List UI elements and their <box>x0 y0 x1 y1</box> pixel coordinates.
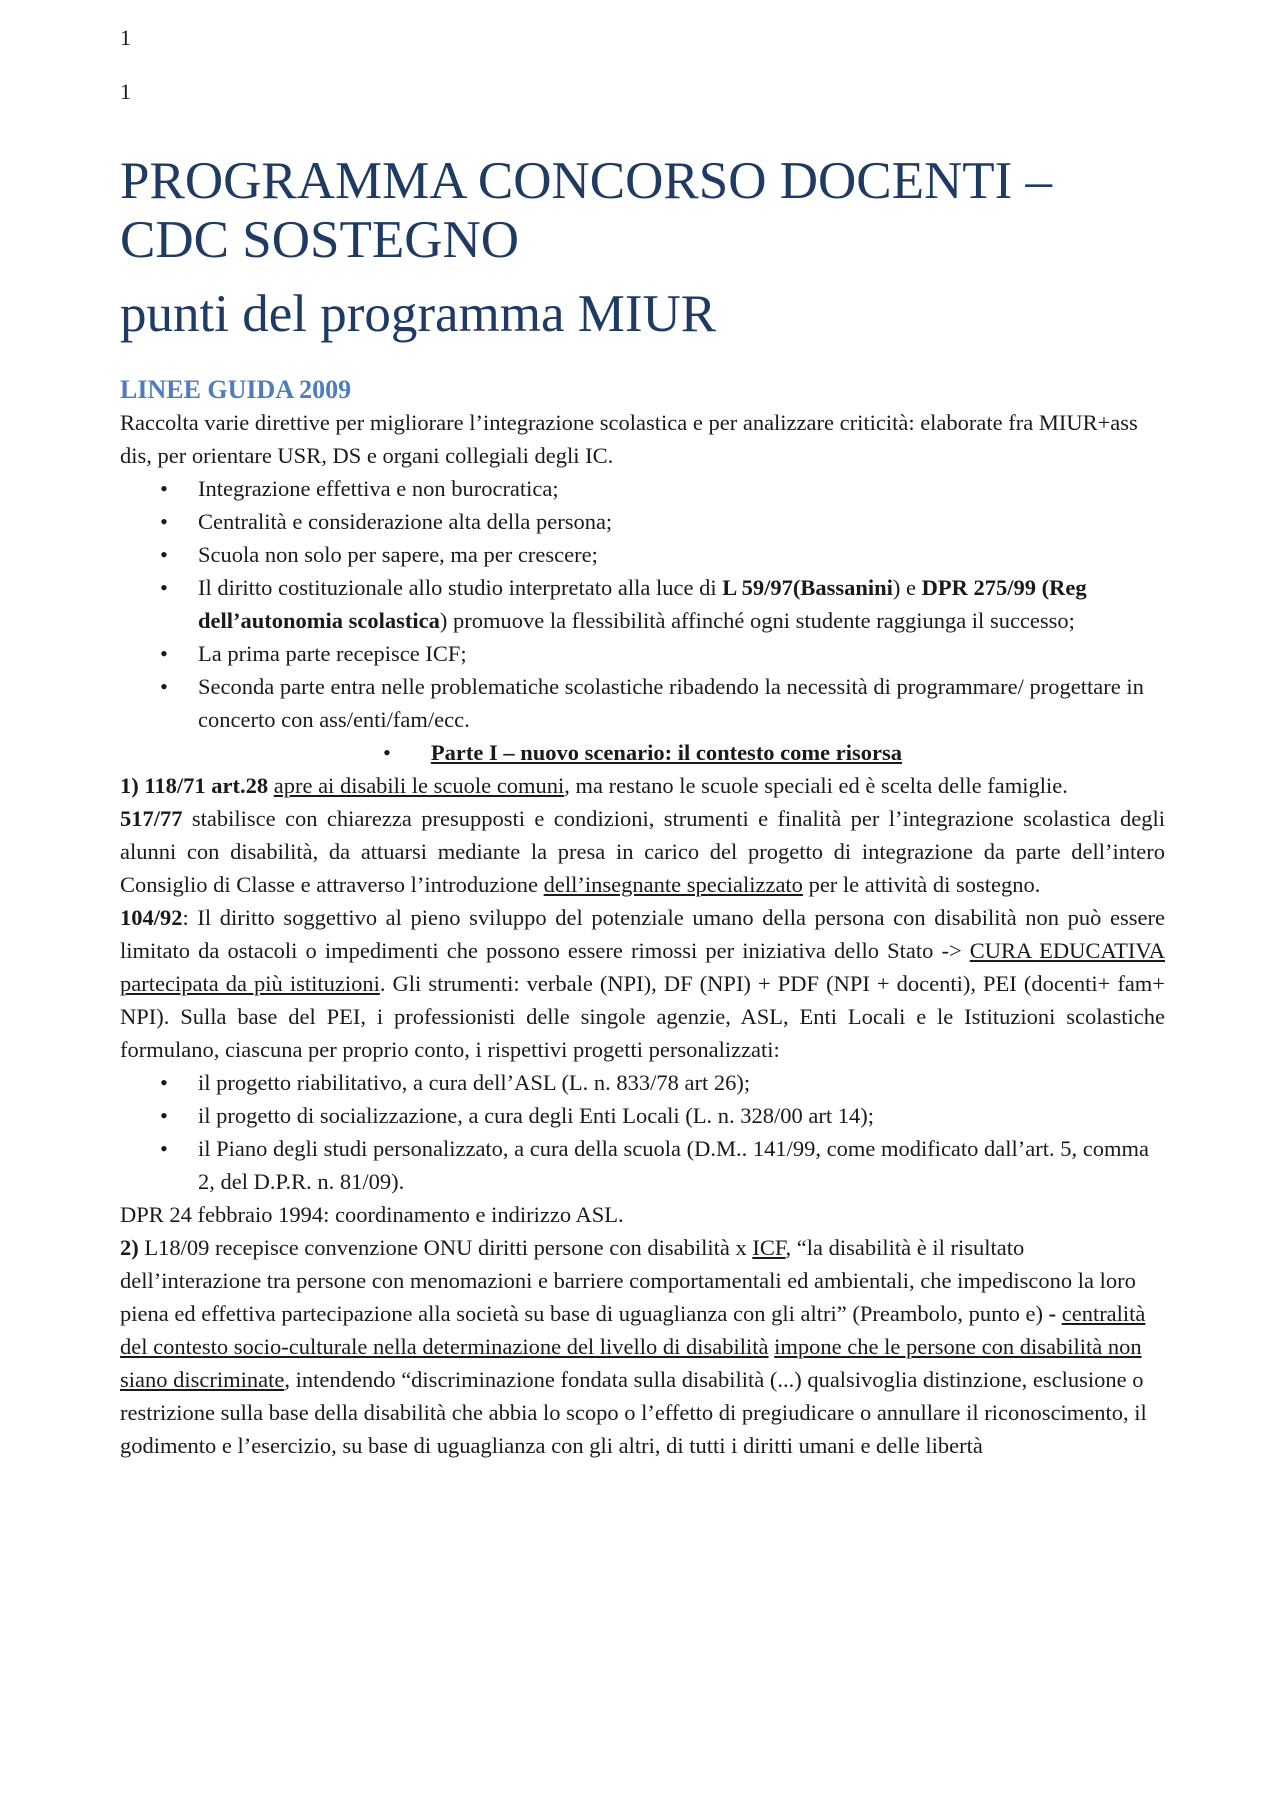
document-subtitle: punti del programma MIUR <box>120 285 717 343</box>
list-item: • La prima parte recepisce ICF; <box>120 637 1165 670</box>
bullet-icon: • <box>160 476 168 501</box>
section-heading: LINEE GUIDA 2009 <box>120 375 352 404</box>
page-number: 1 <box>120 79 131 104</box>
bullet-list <box>120 472 1165 736</box>
bullet-list <box>120 1066 1165 1198</box>
bullet-icon: • <box>160 1136 168 1161</box>
bullet-icon: • <box>160 674 168 699</box>
list-item: • Integrazione effettiva e non burocratica; <box>120 472 1165 505</box>
list-item: • il progetto riabilitativo, a cura dell’ASL (L. n. 833/78 art 26); <box>120 1066 1165 1099</box>
list-item: • Il diritto costituzionale allo studio interpretato alla luce di L 59/97(Bassanini) e DPR 275/99 (Reg dell’autonomia scolastica) promuove la flessibilità affinché ogni studente raggiunga il successo; <box>120 571 1165 637</box>
paragraph-dpr-1994: DPR 24 febbraio 1994: coordinamento e indirizzo ASL. <box>120 1202 624 1227</box>
document-body <box>120 152 1165 1462</box>
list-item: • Scuola non solo per sapere, ma per crescere; <box>120 538 1165 571</box>
bullet-icon: • <box>160 509 168 534</box>
bullet-icon: • <box>160 1103 168 1128</box>
bullet-icon: • <box>382 740 391 765</box>
list-item: • il Piano degli studi personalizzato, a cura della scuola (D.M.. 141/99, come modificato dall’art. 5, comma 2, del D.P.R. n. 81/09). <box>120 1132 1165 1198</box>
paragraph-517-77: 517/77 stabilisce con chiarezza presupposti e condizioni, strumenti e finalità per l’integrazione scolastica degli alunni con disabilità, da attuarsi mediante la presa in carico del progetto di integrazione da parte dell’intero Consiglio di Classe e attraverso l’introduzione dell’insegnante specializzato per le attività di sostegno. <box>120 806 1165 897</box>
bullet-icon: • <box>160 575 168 600</box>
bullet-icon: • <box>160 1070 168 1095</box>
bullet-icon: • <box>160 542 168 567</box>
list-item: • Seconda parte entra nelle problematiche scolastiche ribadendo la necessità di programmare/ progettare in concerto con ass/enti/fam/ecc. <box>120 670 1165 736</box>
list-item: • il progetto di socializzazione, a cura degli Enti Locali (L. n. 328/00 art 14); <box>120 1099 1165 1132</box>
intro-paragraph: Raccolta varie direttive per migliorare l’integrazione scolastica e per analizzare criticità: elaborate fra MIUR+ass dis, per orientare USR, DS e organi collegiali degli IC. <box>120 410 1138 468</box>
list-item: • Centralità e considerazione alta della persona; <box>120 505 1165 538</box>
bullet-icon: • <box>160 641 168 666</box>
document-title: PROGRAMMA CONCORSO DOCENTI – CDC SOSTEGNO <box>120 152 1053 269</box>
part-heading: • Parte I – nuovo scenario: il contesto come risorsa <box>382 740 903 765</box>
page-number: 1 <box>120 25 131 50</box>
paragraph-104-92: 104/92: Il diritto soggettivo al pieno sviluppo del potenziale umano della persona con disabilità non può essere limitato da ostacoli o impedimenti che possono essere rimossi per iniziativa dello Stato -> CURA EDUCATIVA partecipata da più istituzioni. Gli strumenti: verbale (NPI), DF (NPI) + PDF (NPI + docenti), PEI (docenti+ fam+ NPI). Sulla base del PEI, i professionisti delle singole agenzie, ASL, Enti Locali e le Istituzioni scolastiche formulano, ciascuna per proprio conto, i rispettivi progetti personalizzati: <box>120 905 1165 1062</box>
paragraph-118-71: 1) 118/71 art.28 apre ai disabili le scuole comuni, ma restano le scuole speciali ed è scelta delle famiglie. <box>120 773 1068 798</box>
paragraph-l18-09: 2) L18/09 recepisce convenzione ONU diritti persone con disabilità x ICF, “la disabilità è il risultato dell’interazione tra persone con menomazioni e barriere comportamentali ed ambientali, che impediscono la loro piena ed effettiva partecipazione alla società su base di uguaglianza con gli altri” (Preambolo, punto e) - centralità del contesto socio-culturale nella determinazione del livello di disabilità impone che le persone con disabilità non siano discriminate, intendendo “discriminazione fondata sulla disabilità (...) qualsivoglia distinzione, esclusione o restrizione sulla base della disabilità che abbia lo scopo o l’effetto di pregiudicare o annullare il riconoscimento, il godimento e l’esercizio, su base di uguaglianza con gli altri, di tutti i diritti umani e delle libertà <box>120 1235 1147 1458</box>
